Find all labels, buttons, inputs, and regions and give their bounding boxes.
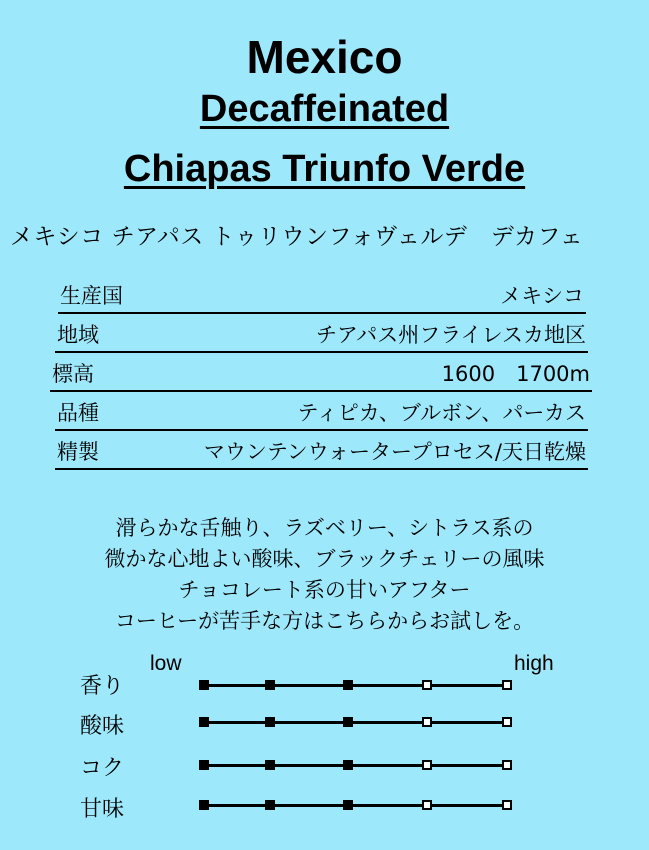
scale-dot-sweetness-2-filled bbox=[265, 800, 275, 810]
info-value: ティピカ、ブルボン、パーカス bbox=[297, 401, 586, 425]
scale-dot-body-5-empty bbox=[502, 760, 512, 770]
attribute-label-sweetness: 甘味 bbox=[80, 797, 125, 822]
scale-dot-body-4-empty bbox=[422, 760, 432, 770]
scale-dot-acidity-3-filled bbox=[343, 717, 353, 727]
scale-dot-body-2-filled bbox=[265, 760, 275, 770]
description-line: チョコレート系の甘いアフター bbox=[178, 578, 471, 602]
info-row-altitude bbox=[50, 360, 592, 392]
info-label: 品種 bbox=[57, 401, 99, 425]
scale-dot-aroma-2-filled bbox=[265, 680, 275, 690]
info-row-region bbox=[55, 321, 588, 353]
scale-dot-acidity-5-empty bbox=[502, 717, 512, 727]
scale-dot-sweetness-5-empty bbox=[502, 800, 512, 810]
scale-line-sweetness bbox=[204, 804, 508, 807]
info-value: マウンテンウォータープロセス/天日乾燥 bbox=[203, 440, 586, 464]
scale-dot-body-3-filled bbox=[343, 760, 353, 770]
description-line: コーヒーが苦手な方はこちらからお試しを。 bbox=[114, 609, 535, 633]
scale-dot-acidity-4-empty bbox=[422, 717, 432, 727]
info-label: 標高 bbox=[52, 362, 94, 386]
info-row-variety bbox=[55, 399, 588, 431]
scale-line-aroma bbox=[204, 684, 508, 687]
katakana-name: メキシコ チアパス トゥリウンフォヴェルデ デカフェ bbox=[10, 224, 584, 250]
attribute-label-body: コク bbox=[80, 756, 125, 781]
scale-dot-sweetness-1-filled bbox=[199, 800, 209, 810]
scale-dot-acidity-2-filled bbox=[265, 717, 275, 727]
scale-low-label: low bbox=[150, 652, 182, 675]
info-row-country bbox=[58, 282, 586, 314]
description-line: 微かな心地よい酸味、ブラックチェリーの風味 bbox=[104, 547, 545, 571]
origin-title: Chiapas Triunfo Verde bbox=[123, 148, 526, 190]
scale-line-body bbox=[204, 764, 508, 767]
scale-high-label: high bbox=[514, 652, 554, 675]
info-value: メキシコ bbox=[500, 284, 584, 308]
scale-dot-body-1-filled bbox=[199, 760, 209, 770]
scale-dot-acidity-1-filled bbox=[199, 717, 209, 727]
info-value: チアパス州フライレスカ地区 bbox=[315, 323, 586, 347]
info-row-process bbox=[55, 438, 588, 470]
attribute-label-aroma: 香り bbox=[80, 674, 125, 699]
country-title: Mexico bbox=[246, 31, 403, 83]
scale-dot-aroma-5-empty bbox=[502, 680, 512, 690]
attribute-label-acidity: 酸味 bbox=[80, 714, 125, 739]
process-title: Decaffeinated bbox=[199, 88, 450, 130]
scale-dot-aroma-1-filled bbox=[199, 680, 209, 690]
scale-dot-sweetness-4-empty bbox=[422, 800, 432, 810]
info-label: 地域 bbox=[57, 323, 99, 347]
info-value: 1600 1700m bbox=[441, 362, 590, 386]
info-label: 生産国 bbox=[60, 284, 123, 308]
info-label: 精製 bbox=[57, 440, 99, 464]
scale-dot-aroma-3-filled bbox=[343, 680, 353, 690]
scale-line-acidity bbox=[204, 721, 508, 724]
description-line: 滑らかな舌触り、ラズベリー、シトラス系の bbox=[115, 516, 534, 540]
scale-dot-aroma-4-empty bbox=[422, 680, 432, 690]
scale-dot-sweetness-3-filled bbox=[343, 800, 353, 810]
